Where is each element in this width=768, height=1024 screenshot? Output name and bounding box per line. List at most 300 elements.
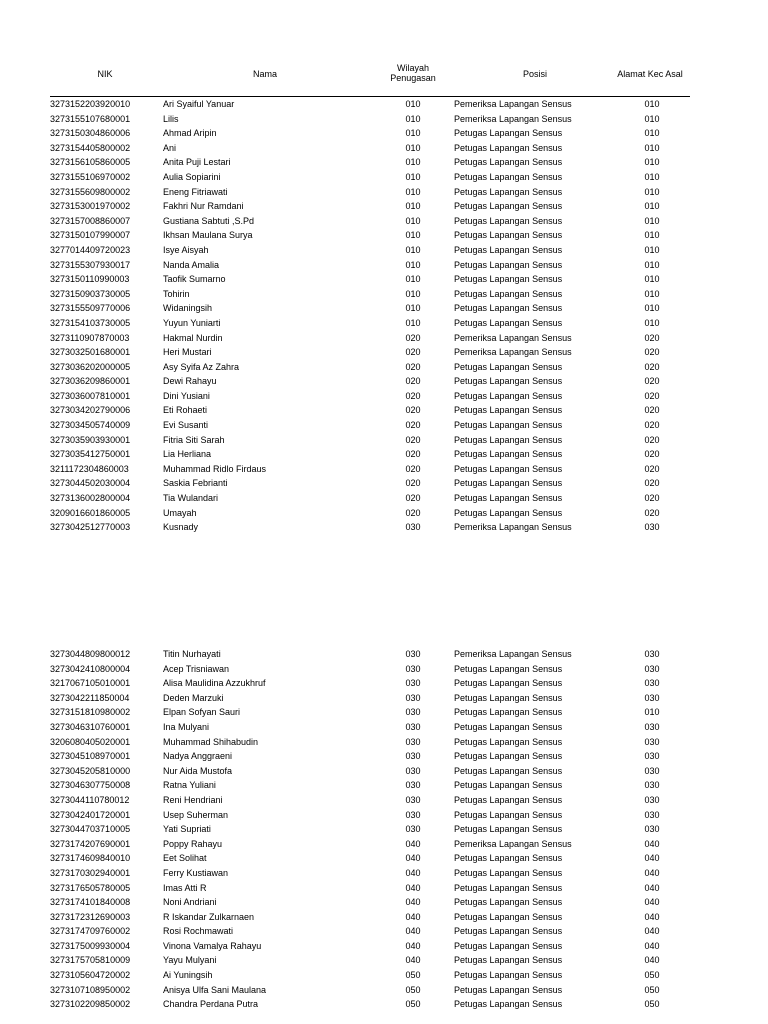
nama-cell: Lilis <box>163 113 179 124</box>
alamat-cell: 020 <box>644 376 660 387</box>
table-row <box>50 316 690 331</box>
alamat-cell: 040 <box>644 926 660 937</box>
nik-cell: 3273152203920010 <box>50 99 131 109</box>
nama-cell: Deden Marzuki <box>163 692 224 703</box>
posisi-cell: Petugas Lapangan Sensus <box>454 911 563 922</box>
nama-cell: Aulia Sopiarini <box>163 171 221 182</box>
table-row <box>50 910 690 925</box>
nama-cell: Yati Supriati <box>163 824 211 835</box>
nik-cell: 3273150903730005 <box>50 288 131 299</box>
nik-cell: 3273036202000005 <box>50 361 131 372</box>
nama-cell: Vinona Vamalya Rahayu <box>163 940 262 951</box>
posisi-cell: Petugas Lapangan Sensus <box>454 303 563 314</box>
posisi-cell: Petugas Lapangan Sensus <box>454 420 563 431</box>
wilayah-cell: 010 <box>405 142 421 153</box>
posisi-cell: Petugas Lapangan Sensus <box>454 955 563 966</box>
alamat-cell: 020 <box>644 478 660 489</box>
posisi-cell: Petugas Lapangan Sensus <box>454 736 563 747</box>
wilayah-cell: 030 <box>405 692 421 703</box>
nik-cell: 3273153001970002 <box>50 201 131 212</box>
wilayah-cell: 010 <box>405 303 421 314</box>
posisi-cell: Petugas Lapangan Sensus <box>454 274 563 285</box>
wilayah-cell: 020 <box>405 507 421 518</box>
nik-cell: 3273045108970001 <box>50 751 131 762</box>
nama-cell: Tohirin <box>163 288 190 299</box>
nik-cell: 3273110907870003 <box>50 332 130 343</box>
alamat-cell: 030 <box>644 678 660 689</box>
table-row <box>50 997 690 1012</box>
alamat-cell: 040 <box>644 955 660 966</box>
table-row <box>50 112 690 127</box>
wilayah-cell: 030 <box>405 736 421 747</box>
nama-cell: Ai Yuningsih <box>163 970 213 981</box>
alamat-cell: 010 <box>644 244 660 255</box>
alamat-cell: 040 <box>644 853 660 864</box>
table-row <box>50 199 690 214</box>
alamat-cell: 040 <box>644 911 660 922</box>
nik-cell: 3273042410800004 <box>50 663 131 674</box>
alamat-cell: 010 <box>644 303 660 314</box>
wilayah-cell: 040 <box>405 897 421 908</box>
posisi-cell: Petugas Lapangan Sensus <box>454 128 563 139</box>
table-row <box>50 506 690 521</box>
table-row <box>50 403 690 418</box>
posisi-cell: Petugas Lapangan Sensus <box>454 405 563 416</box>
nik-cell: 3273036007810001 <box>50 390 131 401</box>
nik-cell: 3273155106970002 <box>50 171 131 182</box>
table-row <box>50 126 690 141</box>
alamat-cell: 030 <box>644 809 660 820</box>
nik-cell: 3273032501680001 <box>50 347 131 358</box>
table-row <box>50 895 690 910</box>
wilayah-cell: 040 <box>405 853 421 864</box>
alamat-cell: 030 <box>644 794 660 805</box>
wilayah-cell: 030 <box>405 522 421 533</box>
posisi-cell: Petugas Lapangan Sensus <box>454 824 563 835</box>
wilayah-cell: 030 <box>405 663 421 674</box>
nik-cell: 3273046310760001 <box>50 721 131 732</box>
nama-cell: Tia Wulandari <box>163 493 219 504</box>
table-row <box>50 520 690 535</box>
wilayah-cell: 010 <box>405 288 421 299</box>
nama-cell: R Iskandar Zulkarnaen <box>163 911 255 922</box>
wilayah-cell: 040 <box>405 926 421 937</box>
table-row <box>50 837 690 852</box>
posisi-cell: Petugas Lapangan Sensus <box>454 926 563 937</box>
nik-cell: 3273155107680001 <box>50 113 131 124</box>
alamat-cell: 040 <box>644 897 660 908</box>
nik-cell: 3209016601860005 <box>50 507 131 518</box>
nik-cell: 3273155609800002 <box>50 186 131 197</box>
nik-cell: 3273174709760002 <box>50 926 131 937</box>
alamat-cell: 020 <box>644 347 660 358</box>
nama-cell: Asy Syifa Az Zahra <box>163 361 240 372</box>
nik-cell: 3273154103730005 <box>50 317 131 328</box>
alamat-cell: 050 <box>644 984 660 995</box>
alamat-cell: 010 <box>644 288 660 299</box>
posisi-cell: Petugas Lapangan Sensus <box>454 882 563 893</box>
table-row <box>50 433 690 448</box>
posisi-cell: Petugas Lapangan Sensus <box>454 765 563 776</box>
posisi-cell: Petugas Lapangan Sensus <box>454 692 563 703</box>
posisi-cell: Petugas Lapangan Sensus <box>454 794 563 805</box>
nama-cell: Ahmad Aripin <box>163 128 217 139</box>
wilayah-cell: 030 <box>405 780 421 791</box>
wilayah-cell: 010 <box>405 259 421 270</box>
table-row <box>50 331 690 346</box>
posisi-cell: Petugas Lapangan Sensus <box>454 493 563 504</box>
alamat-cell: 010 <box>644 186 660 197</box>
alamat-cell: 010 <box>644 157 660 168</box>
posisi-cell: Petugas Lapangan Sensus <box>454 853 563 864</box>
table-row <box>50 720 690 735</box>
nama-cell: Eet Solihat <box>163 853 207 864</box>
nik-cell: 3273150107990007 <box>50 230 131 241</box>
nama-cell: Noni Andriani <box>163 897 217 908</box>
nama-cell: Dewi Rahayu <box>163 376 217 387</box>
wilayah-cell: 050 <box>405 984 421 995</box>
header-wilayah-line2: Penugasan <box>390 73 436 83</box>
table-row <box>50 705 690 720</box>
nik-cell: 3273045205810000 <box>50 765 131 776</box>
nik-cell: 3273136002800004 <box>50 493 131 504</box>
posisi-cell: Petugas Lapangan Sensus <box>454 721 563 732</box>
table-row <box>50 287 690 302</box>
alamat-cell: 010 <box>644 230 660 241</box>
posisi-cell: Petugas Lapangan Sensus <box>454 940 563 951</box>
table-row <box>50 735 690 750</box>
wilayah-cell: 040 <box>405 940 421 951</box>
wilayah-cell: 010 <box>405 274 421 285</box>
alamat-cell: 010 <box>644 201 660 212</box>
table-row <box>50 476 690 491</box>
posisi-cell: Petugas Lapangan Sensus <box>454 376 563 387</box>
nama-cell: Usep Suherman <box>163 809 229 820</box>
nama-cell: Ani <box>163 142 177 153</box>
table-row <box>50 691 690 706</box>
alamat-cell: 030 <box>644 522 660 533</box>
nik-cell: 3273044809800012 <box>50 649 131 659</box>
table-row <box>50 170 690 185</box>
nama-cell: Gustiana Sabtuti ,S.Pd <box>163 215 255 226</box>
alamat-cell: 030 <box>644 780 660 791</box>
nik-cell: 3273174207690001 <box>50 838 131 849</box>
posisi-cell: Petugas Lapangan Sensus <box>454 678 563 689</box>
nama-cell: Widaningsih <box>163 303 213 314</box>
nik-cell: 3273155307930017 <box>50 259 131 270</box>
wilayah-cell: 010 <box>405 171 421 182</box>
wilayah-cell: 040 <box>405 911 421 922</box>
table-row <box>50 968 690 983</box>
posisi-cell: Petugas Lapangan Sensus <box>454 215 563 226</box>
posisi-cell: Petugas Lapangan Sensus <box>454 478 563 489</box>
nik-cell: 3273150304860006 <box>50 128 131 139</box>
alamat-cell: 010 <box>644 99 660 109</box>
table-row <box>50 360 690 375</box>
posisi-cell: Petugas Lapangan Sensus <box>454 186 563 197</box>
alamat-cell: 050 <box>644 999 660 1010</box>
nama-cell: Nanda Amalia <box>163 259 220 270</box>
table-row <box>50 214 690 229</box>
nik-cell: 3273170302940001 <box>50 867 131 878</box>
nama-cell: Isye Aisyah <box>163 244 209 255</box>
nik-cell: 3273175009930004 <box>50 940 131 951</box>
nik-cell: 3273042211850004 <box>50 692 130 703</box>
posisi-cell: Petugas Lapangan Sensus <box>454 230 563 241</box>
nama-cell: Ikhsan Maulana Surya <box>163 230 253 241</box>
posisi-cell: Petugas Lapangan Sensus <box>454 809 563 820</box>
posisi-cell: Pemeriksa Lapangan Sensus <box>454 99 572 109</box>
nik-cell: 3273154405800002 <box>50 142 131 153</box>
wilayah-cell: 030 <box>405 751 421 762</box>
nama-cell: Fitria Siti Sarah <box>163 434 225 445</box>
wilayah-cell: 010 <box>405 157 421 168</box>
wilayah-cell: 030 <box>405 649 421 659</box>
alamat-cell: 030 <box>644 692 660 703</box>
posisi-cell: Pemeriksa Lapangan Sensus <box>454 347 572 358</box>
posisi-cell: Pemeriksa Lapangan Sensus <box>454 838 572 849</box>
table-header <box>50 60 690 96</box>
nik-cell: 3273174101840008 <box>50 897 131 908</box>
nama-cell: Heri Mustari <box>163 347 212 358</box>
posisi-cell: Petugas Lapangan Sensus <box>454 201 563 212</box>
nik-cell: 3273102209850002 <box>50 999 131 1010</box>
posisi-cell: Petugas Lapangan Sensus <box>454 434 563 445</box>
alamat-cell: 020 <box>644 463 660 474</box>
nama-cell: Imas Atti R <box>163 882 207 893</box>
header-nama: Nama <box>252 69 277 79</box>
header-wilayah-penugasan <box>378 63 448 83</box>
alamat-cell: 010 <box>644 274 660 285</box>
posisi-cell: Petugas Lapangan Sensus <box>454 171 563 182</box>
nik-cell: 3273044703710005 <box>50 824 131 835</box>
posisi-cell: Petugas Lapangan Sensus <box>454 449 563 460</box>
wilayah-cell: 030 <box>405 794 421 805</box>
nama-cell: Hakmal Nurdin <box>163 332 223 343</box>
nik-cell: 3273042512770003 <box>50 522 131 533</box>
alamat-cell: 010 <box>644 215 660 226</box>
posisi-cell: Petugas Lapangan Sensus <box>454 867 563 878</box>
posisi-cell: Petugas Lapangan Sensus <box>454 751 563 762</box>
table-row <box>50 808 690 823</box>
nama-cell: Saskia Febrianti <box>163 478 228 489</box>
nama-cell: Taofik Sumarno <box>163 274 226 285</box>
table-body-page1 <box>50 97 690 535</box>
alamat-cell: 030 <box>644 721 660 732</box>
posisi-cell: Petugas Lapangan Sensus <box>454 897 563 908</box>
alamat-cell: 030 <box>644 663 660 674</box>
nama-cell: Acep Trisniawan <box>163 663 230 674</box>
header-posisi: Posisi <box>522 69 547 79</box>
table-row <box>50 793 690 808</box>
posisi-cell: Petugas Lapangan Sensus <box>454 142 563 153</box>
wilayah-cell: 020 <box>405 332 421 343</box>
nik-cell: 3273156105860005 <box>50 157 131 168</box>
alamat-cell: 040 <box>644 867 660 878</box>
posisi-cell: Petugas Lapangan Sensus <box>454 317 563 328</box>
wilayah-cell: 010 <box>405 99 421 109</box>
alamat-cell: 020 <box>644 449 660 460</box>
table-row <box>50 851 690 866</box>
nama-cell: Eti Rohaeti <box>163 405 208 416</box>
nik-cell: 3273174609840010 <box>50 853 131 864</box>
nama-cell: Ari Syaiful Yanuar <box>163 99 235 109</box>
nama-cell: Nadya Anggraeni <box>163 751 233 762</box>
nama-cell: Anisya Ulfa Sani Maulana <box>163 984 267 995</box>
nik-cell: 3217067105010001 <box>50 678 131 689</box>
nik-cell: 3273034505740009 <box>50 420 131 431</box>
nama-cell: Ratna Yuliani <box>163 780 216 791</box>
nama-cell: Umayah <box>163 507 197 518</box>
nik-cell: 3273157008860007 <box>50 215 131 226</box>
wilayah-cell: 020 <box>405 361 421 372</box>
table-row <box>50 97 690 112</box>
alamat-cell: 050 <box>644 970 660 981</box>
nama-cell: Dini Yusiani <box>163 390 210 401</box>
table-row <box>50 374 690 389</box>
posisi-cell: Petugas Lapangan Sensus <box>454 970 563 981</box>
wilayah-cell: 040 <box>405 955 421 966</box>
table-row <box>50 462 690 477</box>
table-row <box>50 881 690 896</box>
posisi-cell: Petugas Lapangan Sensus <box>454 463 563 474</box>
posisi-cell: Petugas Lapangan Sensus <box>454 390 563 401</box>
alamat-cell: 030 <box>644 765 660 776</box>
table-row <box>50 418 690 433</box>
table-row <box>50 764 690 779</box>
nama-cell: Muhammad Shihabudin <box>163 736 259 747</box>
nama-cell: Nur Aida Mustofa <box>163 765 233 776</box>
table-row <box>50 866 690 881</box>
wilayah-cell: 020 <box>405 390 421 401</box>
nik-cell: 3273155509770006 <box>50 303 131 314</box>
wilayah-cell: 010 <box>405 201 421 212</box>
table-row <box>50 258 690 273</box>
table-row <box>50 447 690 462</box>
wilayah-cell: 010 <box>405 317 421 328</box>
table-row <box>50 924 690 939</box>
wilayah-cell: 020 <box>405 405 421 416</box>
alamat-cell: 030 <box>644 649 660 659</box>
table-row <box>50 272 690 287</box>
posisi-cell: Petugas Lapangan Sensus <box>454 361 563 372</box>
alamat-cell: 040 <box>644 940 660 951</box>
nama-cell: Chandra Perdana Putra <box>163 999 259 1010</box>
alamat-cell: 020 <box>644 507 660 518</box>
nik-cell: 3277014409720023 <box>50 244 131 255</box>
alamat-cell: 040 <box>644 882 660 893</box>
table-row <box>50 345 690 360</box>
nama-cell: Evi Susanti <box>163 420 209 431</box>
wilayah-cell: 020 <box>405 463 421 474</box>
alamat-cell: 010 <box>644 128 660 139</box>
alamat-cell: 020 <box>644 493 660 504</box>
wilayah-cell: 030 <box>405 707 421 718</box>
alamat-cell: 030 <box>644 824 660 835</box>
table-row <box>50 953 690 968</box>
posisi-cell: Pemeriksa Lapangan Sensus <box>454 113 572 124</box>
table-row <box>50 676 690 691</box>
wilayah-cell: 010 <box>405 215 421 226</box>
wilayah-cell: 020 <box>405 449 421 460</box>
nama-cell: Fakhri Nur Ramdani <box>163 201 244 212</box>
table-row <box>50 228 690 243</box>
table-row <box>50 389 690 404</box>
nik-cell: 3273035412750001 <box>50 449 131 460</box>
wilayah-cell: 020 <box>405 434 421 445</box>
nik-cell: 3273176505780005 <box>50 882 131 893</box>
nama-cell: Rosi Rochmawati <box>163 926 234 937</box>
alamat-cell: 010 <box>644 171 660 182</box>
nik-cell: 3273035903930001 <box>50 434 131 445</box>
nama-cell: Kusnady <box>163 522 199 533</box>
posisi-cell: Petugas Lapangan Sensus <box>454 259 563 270</box>
posisi-cell: Petugas Lapangan Sensus <box>454 663 563 674</box>
wilayah-cell: 010 <box>405 113 421 124</box>
nama-cell: Anita Puji Lestari <box>163 157 231 168</box>
table-row <box>50 301 690 316</box>
nik-cell: 3273036209860001 <box>50 376 131 387</box>
table-row <box>50 491 690 506</box>
nik-cell: 3273150110990003 <box>50 274 130 285</box>
alamat-cell: 010 <box>644 113 660 124</box>
wilayah-cell: 020 <box>405 347 421 358</box>
wilayah-cell: 010 <box>405 230 421 241</box>
table-row <box>50 822 690 837</box>
nik-cell: 3273151810980002 <box>50 707 131 718</box>
table-row <box>50 243 690 258</box>
wilayah-cell: 030 <box>405 824 421 835</box>
alamat-cell: 020 <box>644 390 660 401</box>
nik-cell: 3273107108950002 <box>50 984 131 995</box>
posisi-cell: Petugas Lapangan Sensus <box>454 244 563 255</box>
table-row <box>50 983 690 998</box>
nik-cell: 3273105604720002 <box>50 970 131 981</box>
wilayah-cell: 020 <box>405 478 421 489</box>
posisi-cell: Pemeriksa Lapangan Sensus <box>454 332 572 343</box>
nik-cell: 3211172304860003 <box>50 463 129 474</box>
wilayah-cell: 020 <box>405 376 421 387</box>
table-row <box>50 155 690 170</box>
table-row <box>50 939 690 954</box>
alamat-cell: 020 <box>644 420 660 431</box>
nik-cell: 3273042401720001 <box>50 809 131 820</box>
alamat-cell: 020 <box>644 405 660 416</box>
wilayah-cell: 010 <box>405 128 421 139</box>
nama-cell: Ferry Kustiawan <box>163 867 229 878</box>
posisi-cell: Petugas Lapangan Sensus <box>454 157 563 168</box>
table-row <box>50 778 690 793</box>
alamat-cell: 020 <box>644 332 660 343</box>
wilayah-cell: 020 <box>405 493 421 504</box>
wilayah-cell: 040 <box>405 867 421 878</box>
table-row <box>50 647 690 662</box>
nama-cell: Poppy Rahayu <box>163 838 223 849</box>
wilayah-cell: 030 <box>405 721 421 732</box>
posisi-cell: Petugas Lapangan Sensus <box>454 999 563 1010</box>
nik-cell: 3273175705810009 <box>50 955 131 966</box>
alamat-cell: 040 <box>644 838 660 849</box>
table-body-page2 <box>50 647 690 1012</box>
alamat-cell: 020 <box>644 361 660 372</box>
posisi-cell: Petugas Lapangan Sensus <box>454 707 563 718</box>
alamat-cell: 010 <box>644 259 660 270</box>
table-row <box>50 749 690 764</box>
header-wilayah-line1: Wilayah <box>396 63 429 73</box>
wilayah-cell: 040 <box>405 838 421 849</box>
posisi-cell: Petugas Lapangan Sensus <box>454 288 563 299</box>
nama-cell: Muhammad Ridlo Firdaus <box>163 463 267 474</box>
